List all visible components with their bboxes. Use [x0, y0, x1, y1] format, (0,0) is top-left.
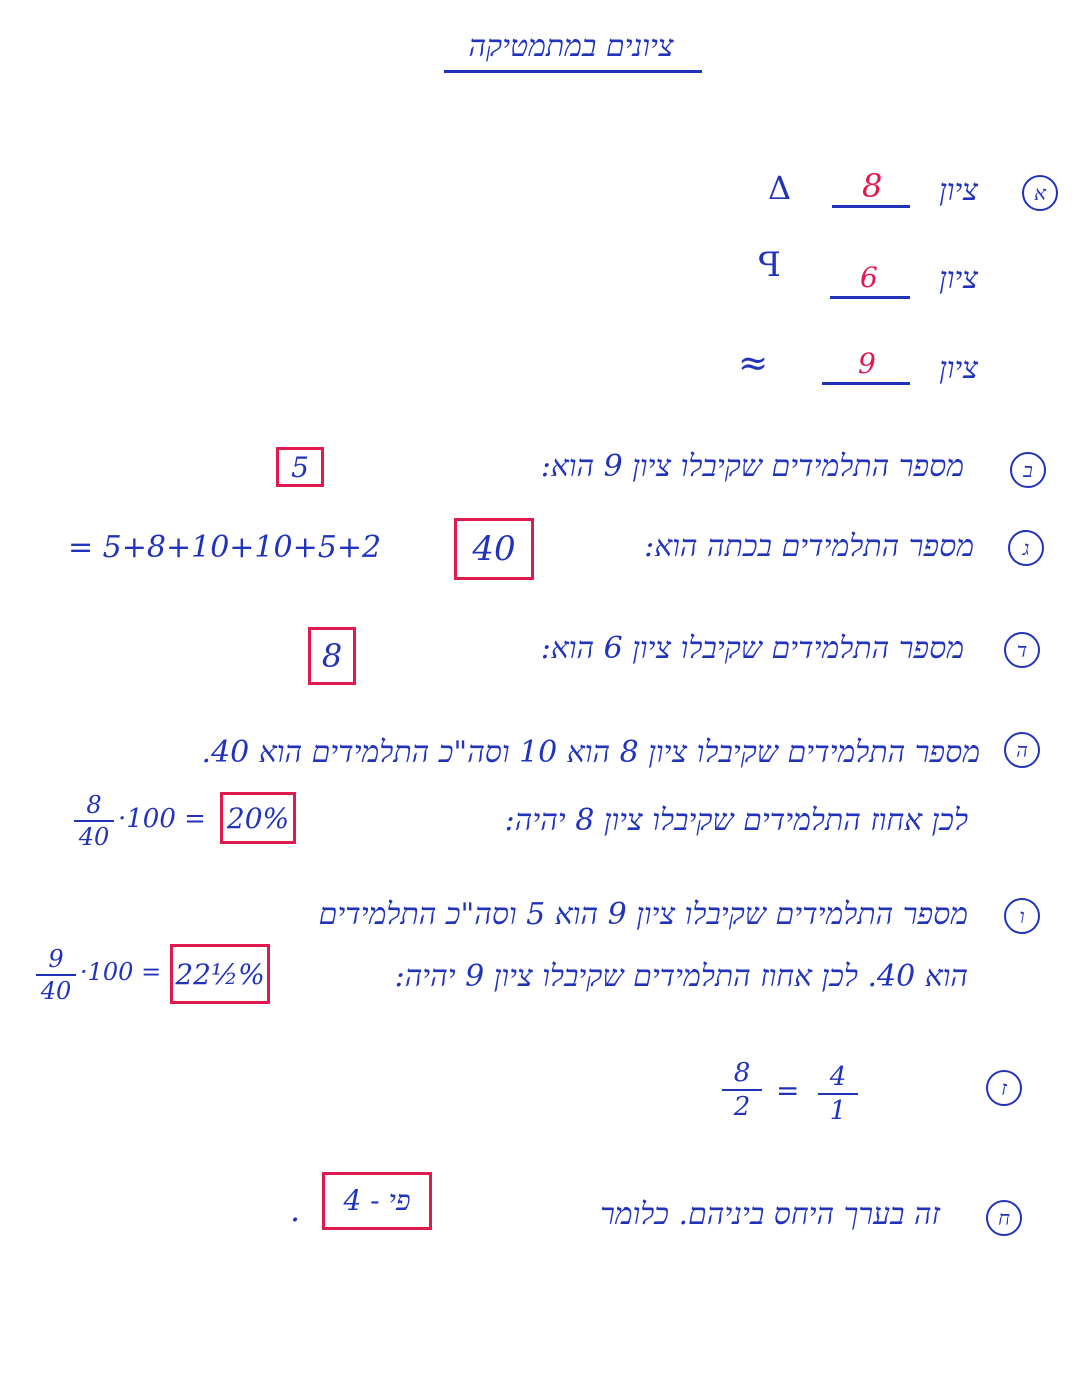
fraction-numerator: 8	[86, 791, 102, 819]
section-h-period: .	[290, 1191, 301, 1229]
section-e-line1: מספר התלמידים שקיבלו ציון 8 הוא 10 וסה"כ התלמידים הוא 40.	[201, 735, 980, 770]
section-e-answer: 20%	[220, 792, 296, 844]
section-c-answer: 40	[454, 518, 534, 580]
section-b-text: מספר התלמידים שקיבלו ציון 9 הוא:	[540, 449, 964, 484]
grade-underline	[832, 205, 910, 208]
fraction-numerator: 4	[829, 1062, 847, 1092]
section-e-multiplier: ·100 =	[118, 804, 206, 834]
section-h-answer: פי - 4	[322, 1172, 432, 1230]
grade-underline	[822, 382, 910, 385]
fraction-bar	[74, 820, 114, 822]
section-d-answer: 8	[308, 627, 356, 685]
section-f-line2: הוא 40. לכן אחוז התלמידים שקיבלו ציון 9 יהיה:	[394, 959, 968, 994]
grade-value: 6	[860, 261, 878, 294]
section-h-text: זה בערך היחס ביניהם. כלומר	[600, 1197, 940, 1232]
triangle-symbol: Δ	[768, 169, 792, 207]
fraction-denominator: 1	[829, 1096, 847, 1126]
section-d-marker: ד	[1004, 632, 1040, 668]
title-underline	[444, 70, 702, 73]
section-f-marker: ו	[1004, 898, 1040, 934]
section-e-fraction	[74, 793, 114, 849]
page-title: ציונים במתמטיקה	[468, 29, 674, 64]
grade-label: ציון	[939, 351, 978, 386]
section-e-marker: ה	[1004, 732, 1040, 768]
section-g-fraction-left	[722, 1060, 762, 1120]
section-b-marker: ב	[1010, 452, 1046, 488]
fraction-denominator: 2	[733, 1092, 751, 1122]
grade-label: ציון	[939, 173, 978, 208]
reversed-p-symbol: ꟼ	[758, 245, 781, 285]
section-f-fraction	[36, 947, 76, 1003]
section-c-text: מספר התלמידים בכתה הוא:	[644, 529, 974, 564]
section-g-equals: =	[776, 1074, 800, 1107]
fraction-bar	[722, 1089, 762, 1091]
section-c-equation: = 5+8+10+10+5+2	[68, 530, 382, 565]
fraction-numerator: 8	[733, 1058, 751, 1088]
section-f-answer: 22½%	[170, 944, 270, 1004]
grade-underline	[830, 296, 910, 299]
fraction-denominator: 40	[40, 977, 72, 1005]
section-g-fraction-right	[818, 1064, 858, 1124]
section-c-marker: ג	[1008, 530, 1044, 566]
section-a-marker: א	[1022, 175, 1058, 211]
section-f-line1: מספר התלמידים שקיבלו ציון 9 הוא 5 וסה"כ התלמידים	[318, 897, 968, 932]
section-d-text: מספר התלמידים שקיבלו ציון 6 הוא:	[540, 631, 964, 666]
fraction-denominator: 40	[78, 823, 110, 851]
grade-value: 8	[862, 167, 883, 205]
wavy-symbol: ≈	[738, 343, 769, 384]
section-e-line2: לכן אחוז התלמידים שקיבלו ציון 8 יהיה:	[504, 803, 968, 838]
fraction-numerator: 9	[48, 945, 64, 973]
grade-label: ציון	[939, 261, 978, 296]
section-b-answer: 5	[276, 447, 324, 487]
grade-value: 9	[858, 347, 876, 380]
section-f-multiplier: ·100 =	[80, 958, 162, 986]
section-h-marker: ח	[986, 1200, 1022, 1236]
fraction-bar	[818, 1093, 858, 1095]
fraction-bar	[36, 974, 76, 976]
section-g-marker: ז	[986, 1070, 1022, 1106]
